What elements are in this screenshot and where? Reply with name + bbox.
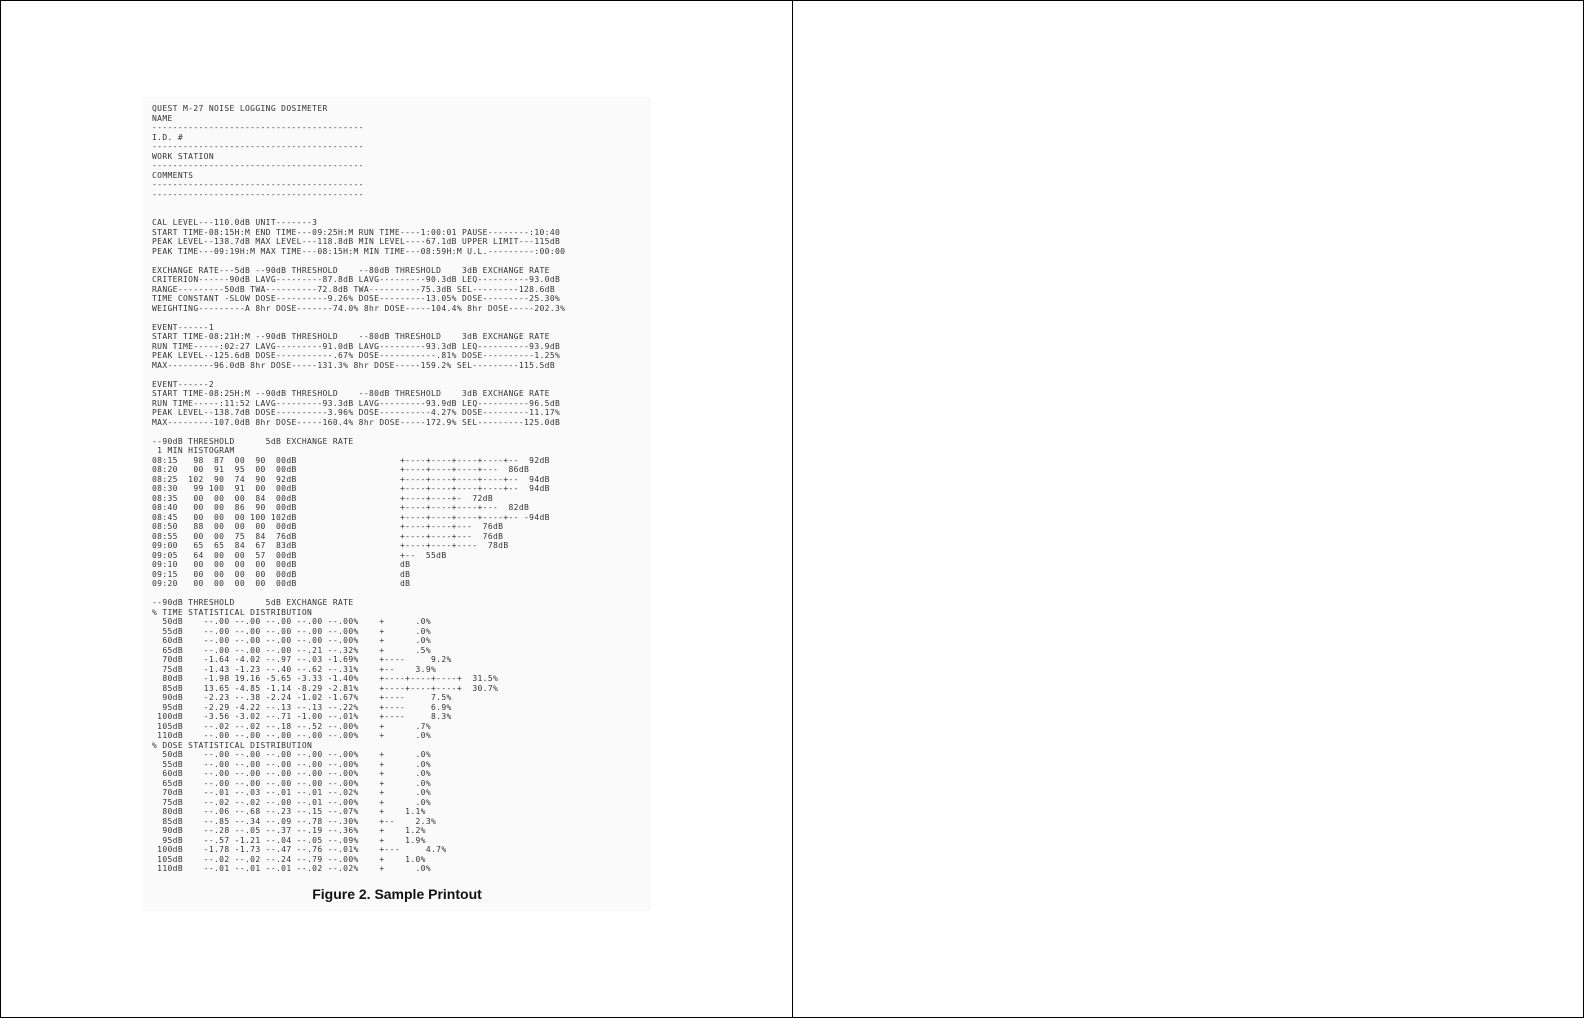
right-page-panel xyxy=(792,0,1584,1018)
sample-printout-sheet xyxy=(143,97,651,911)
figure-caption: Figure 2. Sample Printout xyxy=(312,886,482,902)
printout-text: QUEST M-27 NOISE LOGGING DOSIMETER NAME ----------------------------------------- I.D. # ----------------------------------------- WORK STATION ----------------------------------------- COMMENTS ----------------------------------------- ----------------------------------------- CAL LEVEL---110.0dB UNIT-------3 START TIME-08:15H:M END TIME---09:25H:M RUN TIME----1:00:01 PAUSE--------:10:40 PEAK LEVEL--138.7dB MAX LEVEL---118.8dB MIN LEVEL----67.1dB UPPER LIMIT---115dB PEAK TIME---09:19H:M MAX TIME---08:15H:M MIN TIME---08:59H:M U.L.---------:00:00 EXCHANGE RATE---5dB --90dB THRESHOLD --80dB THRESHOLD 3dB EXCHANGE RATE CRITERION------90dB LAVG---------87.8dB LAVG---------90.3dB LEQ----------93.0dB RANGE---------50dB TWA----------72.8dB TWA----------75.3dB SEL---------128.6dB TIME CONSTANT -SLOW DOSE----------9.26% DOSE---------13.05% DOSE---------25.30% WEIGHTING---------A 8hr DOSE-------74.0% 8hr DOSE-----104.4% 8hr DOSE-----202.3% EVENT------1 START TIME-08:21H:M --90dB THRESHOLD --80dB THRESHOLD 3dB EXCHANGE RATE RUN TIME-----:02:27 LAVG---------91.0dB LAVG---------93.3dB LEQ----------93.9dB PEAK LEVEL--125.6dB DOSE-----------.67% DOSE-----------.81% DOSE----------1.25% MAX---------96.0dB 8hr DOSE-----131.3% 8hr DOSE-----159.2% SEL---------115.5dB EVENT------2 START TIME-08:25H:M --90dB THRESHOLD --80dB THRESHOLD 3dB EXCHANGE RATE RUN TIME-----:11:52 LAVG---------93.3dB LAVG---------93.9dB LEQ----------96.5dB PEAK LEVEL--138.7dB DOSE----------3.96% DOSE----------4.27% DOSE---------11.17% MAX---------107.0dB 8hr DOSE-----160.4% 8hr DOSE-----172.9% SEL---------125.0dB --90dB THRESHOLD 5dB EXCHANGE RATE 1 MIN HISTOGRAM 08:15 98 87 00 90 00dB +----+----+----+----+-- 92dB 08:20 00 91 95 00 00dB +----+----+----+--- 86dB 08:25 102 90 74 90 92dB +----+----+----+----+-- 94dB 08:30 99 100 91 00 00dB +----+----+----+----+-- 94dB 08:35 00 00 00 84 00dB +----+----+- 72dB 08:40 00 00 86 90 00dB +----+----+----+--- 82dB 08:45 00 00 00 100 102dB +----+----+----+----+-- -94dB 08:50 88 00 00 00 00dB +----+----+--- 76dB 08:55 00 00 75 84 76dB +----+----+--- 76dB 09:00 65 65 84 67 83dB +----+----+---- 78dB 09:05 64 00 00 57 00dB +-- 55dB 09:10 00 00 00 00 00dB dB 09:15 00 00 00 00 00dB dB 09:20 00 00 00 00 00dB dB --90dB THRESHOLD 5dB EXCHANGE RATE % TIME STATISTICAL DISTRIBUTION 50dB --.00 --.00 --.00 --.00 --.00% + .0% 55dB --.00 --.00 --.00 --.00 --.00% + .0% 60dB --.00 --.00 --.00 --.00 --.00% + .0% 65dB --.00 --.00 --.00 --.21 --.32% + .5% 70dB -1.64 -4.02 --.97 --.03 -1.69% +---- 9.2% 75dB -1.43 -1.23 --.40 --.62 --.31% +-- 3.9% 80dB -1.98 19.16 -5.65 -3.33 -1.40% +----+----+----+ 31.5% 85dB 13.65 -4.85 -1.14 -8.29 -2.81% +----+----+----+ 30.7% 90dB -2.23 --.38 -2.24 -1.02 -1.67% +---- 7.5% 95dB -2.29 -4.22 --.13 --.13 --.22% +---- 6.9% 100dB -3.56 -3.02 --.71 -1.00 --.01% +---- 8.3% 105dB --.02 --.02 --.18 --.52 --.00% + .7% 110dB --.00 --.00 --.00 --.00 --.00% + .0% % DOSE STATISTICAL DISTRIBUTION 50dB --.00 --.00 --.00 --.00 --.00% + .0% 55dB --.00 --.00 --.00 --.00 --.00% + .0% 60dB --.00 --.00 --.00 --.00 --.00% + .0% 65dB --.00 --.00 --.00 --.00 --.00% + .0% 70dB --.01 --.03 --.01 --.01 --.02% + .0% 75dB --.02 --.02 --.00 --.01 --.00% + .0% 80dB --.06 --.68 --.23 --.15 --.07% + 1.1% 85dB --.85 --.34 --.09 --.78 --.30% +-- 2.3% 90dB --.28 --.05 --.37 --.19 --.36% + 1.2% 95dB --.57 -1.21 --.04 --.05 --.09% + 1.9% 100dB -1.78 -1.73 --.47 --.76 --.01% +--- 4.7% 105dB --.02 --.02 --.24 --.79 --.00% + 1.0% 110dB --.01 --.01 --.01 --.02 --.02% + .0% xyxy=(152,104,566,873)
